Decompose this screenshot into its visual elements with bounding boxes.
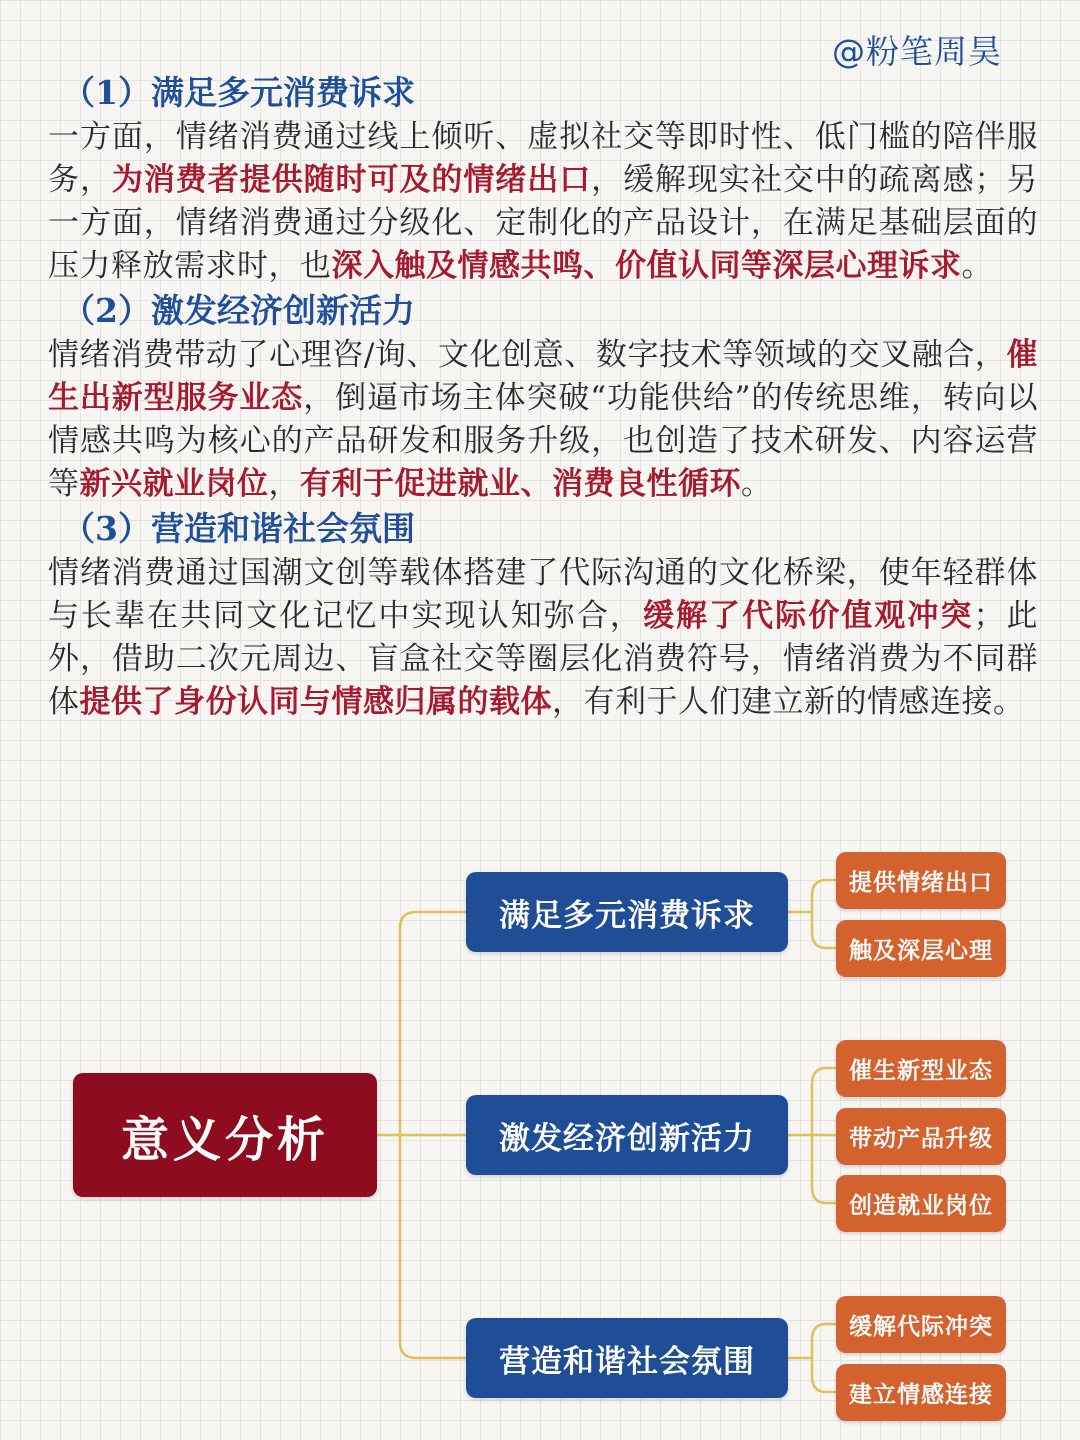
highlighted-text: 深入触及情感共鸣、价值认同等深层心理诉求 [331, 248, 962, 284]
mind-map [0, 850, 1080, 1440]
highlighted-text: 催生出新型服务业态 [48, 337, 1038, 416]
connector-line [812, 1085, 836, 1203]
leaf-node: 建立情感连接 [836, 1364, 1006, 1421]
body-text: 。 [741, 466, 773, 502]
article-body [48, 70, 1038, 724]
leaf-node: 缓解代际冲突 [836, 1296, 1006, 1353]
leaf-node: 带动产品升级 [836, 1108, 1006, 1165]
section-3 [48, 506, 1038, 724]
mind-map-root: 意义分析 [73, 1073, 377, 1197]
leaf-node: 催生新型业态 [836, 1040, 1006, 1097]
highlighted-text: 缓解了代际价值观冲突 [642, 598, 974, 634]
section-heading: （2）激发经济创新活力 [62, 291, 415, 330]
body-text: 。 [961, 248, 993, 284]
branch-node: 满足多元消费诉求 [466, 872, 788, 952]
section-1 [48, 70, 1038, 288]
highlighted-text: 有利于促进就业、消费良性循环 [300, 466, 741, 502]
section-heading: （1）满足多元消费诉求 [62, 73, 415, 112]
highlighted-text: 为消费者提供随时可及的情绪出口 [111, 162, 592, 198]
section-paragraph [48, 116, 1038, 288]
leaf-node: 触及深层心理 [836, 920, 1006, 977]
body-text: 一方面，情绪消费通过线上倾听、虚拟社交等即时性、低门槛的陪伴服务， [48, 119, 1038, 198]
branch-node: 营造和谐社会氛围 [466, 1318, 788, 1398]
body-text: ；此外，借助二次元周边、盲盒社交等圈层化消费符号，情绪消费为不同群体 [48, 598, 1039, 720]
author-handle: @粉笔周昊 [832, 32, 1002, 71]
branch-node: 激发经济创新活力 [466, 1095, 788, 1175]
highlighted-text: 提供了身份认同与情感归属的载体 [79, 684, 552, 720]
body-text: ， [268, 466, 300, 502]
connector-line [400, 928, 466, 1358]
body-text: ，倒逼市场主体突破“功能供给”的传统思维，转向以情感共鸣为核心的产品研发和服务升级，也创造了技术研发、内容运营等 [48, 380, 1039, 502]
section-paragraph [48, 552, 1038, 724]
connector-line [812, 896, 836, 948]
connector-line [812, 1324, 836, 1340]
body-text: 情绪消费带动了心理咨/询、文化创意、数字技术等领域的交叉融合， [48, 337, 1007, 373]
highlighted-text: 新兴就业岗位 [79, 466, 269, 502]
connector-line [400, 912, 466, 928]
section-2 [48, 288, 1038, 506]
connector-line [812, 1340, 836, 1392]
leaf-node: 提供情绪出口 [836, 852, 1006, 909]
section-paragraph [48, 334, 1038, 506]
section-heading: （3）营造和谐社会氛围 [62, 509, 415, 548]
body-text: ，有利于人们建立新的情感连接。 [552, 684, 1025, 720]
leaf-node: 创造就业岗位 [836, 1175, 1006, 1232]
connector-line [812, 1068, 836, 1085]
body-text: ，缓解现实社交中的疏离感；另一方面，情绪消费通过分级化、定制化的产品设计，在满足基础层面的压力释放需求时，也 [48, 162, 1039, 284]
connector-line [812, 880, 836, 896]
body-text: 情绪消费通过国潮文创等载体搭建了代际沟通的文化桥梁，使年轻群体与长辈在共同文化记忆中实现认知弥合， [48, 555, 1038, 634]
